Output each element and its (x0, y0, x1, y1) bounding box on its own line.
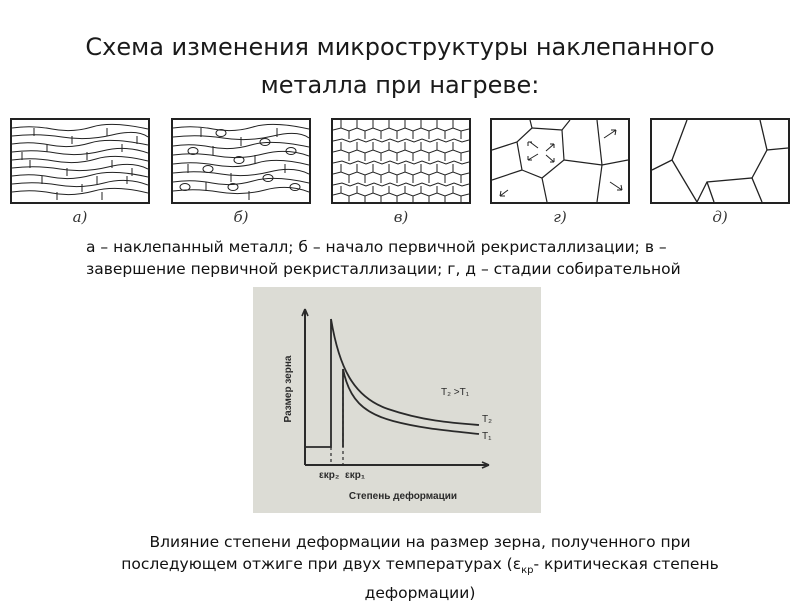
fine-grains-drawing (333, 120, 469, 202)
chart-caption-line-2-tail: - критическая степень (533, 555, 719, 573)
y-axis-label: Размер зерна (283, 355, 294, 423)
caption-line-2: завершение первичной рекристаллизации; г, д – стадии собирательной (86, 260, 681, 278)
microstructure-panel-b (171, 118, 311, 204)
slide-title-line-1: Схема изменения микроструктуры наклепанного (85, 33, 715, 61)
panel-label-e: д) (712, 208, 728, 226)
slide-title-line-2: металла при нагреве: (260, 71, 540, 99)
chart-caption-line-3: деформации) (364, 584, 476, 603)
microstructure-panel-e (650, 118, 790, 204)
marker-ekr1: εкр₁ (345, 470, 365, 481)
coarse-grains-drawing (652, 120, 788, 202)
chart-caption-line-2-head: последующем отжиге при двух температурах (ε (121, 555, 522, 573)
grain-size-chart-svg (253, 287, 541, 513)
panel-label-c: в) (393, 208, 409, 226)
chart-caption-subscript: кр (521, 565, 534, 577)
chart-caption (70, 531, 770, 604)
chart-caption-line-2 (70, 553, 770, 582)
microstructure-panel-c (331, 118, 471, 204)
x-axis-label: Степень деформации (348, 491, 458, 502)
panel-label-b: б) (233, 208, 249, 226)
microstructure-panel-a (10, 118, 150, 204)
chart-caption-line-1: Влияние степени деформации на размер зерна, полученного при (149, 533, 691, 551)
caption-line-1: а – наклепанный металл; б – начало первичной рекристаллизации; в – (86, 238, 667, 256)
series-t2-label: T₂ (482, 414, 492, 425)
temperature-annotation: T₂ >T₁ (441, 387, 470, 398)
panel-label-a: а) (72, 208, 88, 226)
marker-ekr2: εкр₂ (319, 470, 340, 481)
microstructure-panel-d (490, 118, 630, 204)
grain-growth-drawing (492, 120, 628, 202)
series-t1-label: T₁ (482, 431, 492, 442)
deformed-grains-drawing (12, 120, 148, 202)
grain-size-chart (253, 287, 541, 513)
panel-label-d: г) (553, 208, 567, 226)
nucleation-drawing (173, 120, 309, 202)
slide-title (0, 28, 800, 104)
